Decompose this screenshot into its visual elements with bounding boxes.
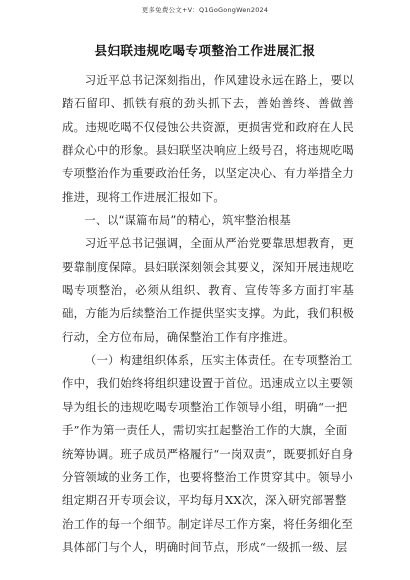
- document-body: [62, 69, 354, 559]
- document-title: 县妇联违规吃喝专项整治工作进展汇报: [94, 43, 316, 58]
- section-heading-1: 一、以“谋篇布局”的精心，筑牢整治根基: [84, 214, 291, 228]
- header-note: 更多免费公文+V：Q1GoGongWen2024: [141, 6, 269, 14]
- section-1-paragraph-2: （一）构建组织体系，压实主体责任。在专项整治工作中，我们始终将组织建设置于首位。迅速成立以主要领导为组长的违规吃喝专项整治工作领导小组，明确“一把手”作为第一责任人，需切实扛起整治工作的大旗，全面统筹协调。班子成员严格履行“一岗双责”，既要抓好自身分管领域的业务工作，也要将整治工作贯穿其中。领导小组定期召开专项会议，平均每月XX次，深入研究部署整治工作的每一个细节。制定详尽工作方案，将任务细化至具体部门与个人，明确时间节点，形成“一级抓一级、层: [62, 353, 354, 554]
- section-1-paragraph-1: 习近平总书记强调，全面从严治党要靠思想教育，更要靠制度保障。县妇联深刻领会其要义，深知开展违规吃喝专项整治，必须从组织、教育、宣传等多方面打牢基础，方能为后续整治工作提供坚实支撑。为此，我们积极行动，全方位布局，确保整治工作有序推进。: [62, 236, 354, 344]
- intro-paragraph: 习近平总书记深刻指出，作风建设永远在路上，要以踏石留印、抓铁有痕的劲头抓下去，善始善终、善做善成。违规吃喝不仅侵蚀公共资源，更损害党和政府在人民群众心中的形象。县妇联坚决响应上级号召，将违规吃喝专项整治作为重要政治任务，以坚定决心、有力举措全力推进，现将工作进展汇报如下。: [62, 73, 354, 204]
